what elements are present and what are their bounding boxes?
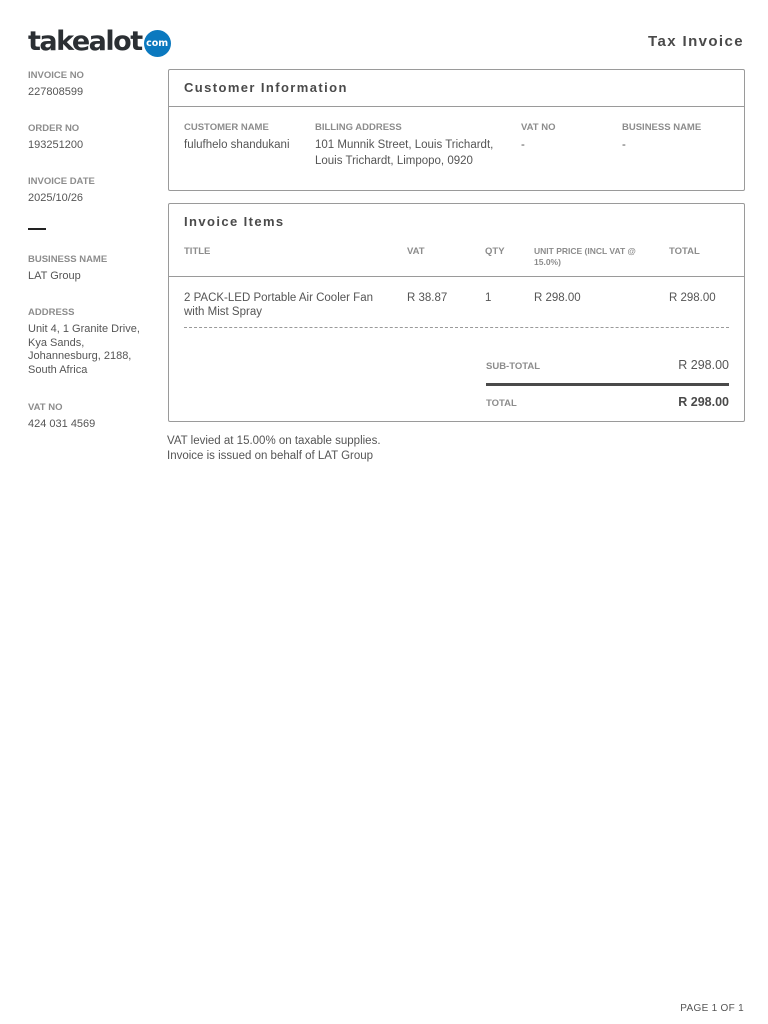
issued-on-behalf-note: Invoice is issued on behalf of LAT Group bbox=[167, 450, 374, 462]
business-name-value: LAT Group bbox=[28, 270, 81, 282]
billing-address-line: 101 Munnik Street, Louis Trichardt, bbox=[315, 139, 494, 151]
business-name-label: BUSINESS NAME bbox=[28, 254, 108, 265]
logo-wordmark: takealot bbox=[28, 26, 142, 57]
customer-business-name-label: BUSINESS NAME bbox=[622, 122, 702, 133]
total-value: R 298.00 bbox=[678, 395, 729, 409]
address-line: South Africa bbox=[28, 363, 88, 376]
vat-note: VAT levied at 15.00% on taxable supplies. bbox=[167, 435, 381, 447]
address-line: Kya Sands, bbox=[28, 336, 85, 349]
takealot-logo bbox=[28, 27, 171, 57]
unit-price-header-line: 15.0%) bbox=[534, 257, 561, 267]
vat-no-label: VAT NO bbox=[28, 402, 63, 413]
invoice-date-value: 2025/10/26 bbox=[28, 192, 84, 204]
subtotal-value: R 298.00 bbox=[678, 358, 729, 372]
item-title-line: with Mist Spray bbox=[184, 305, 262, 318]
address-line: Unit 4, 1 Granite Drive, bbox=[28, 323, 140, 335]
invoice-items-panel bbox=[168, 203, 745, 422]
subtotal-label: SUB-TOTAL bbox=[486, 361, 541, 372]
total-label: TOTAL bbox=[486, 398, 517, 409]
customer-vat-no-label: VAT NO bbox=[521, 122, 556, 133]
address-label: ADDRESS bbox=[28, 307, 75, 318]
order-no-field bbox=[28, 123, 158, 153]
address-line: Johannesburg, 2188, bbox=[28, 350, 132, 362]
customer-information-title: Customer Information bbox=[184, 80, 348, 95]
business-name-field bbox=[28, 254, 158, 284]
invoice-no-field bbox=[28, 70, 158, 100]
items-dashed-divider bbox=[184, 327, 729, 328]
order-no-label: ORDER NO bbox=[28, 123, 80, 134]
item-qty: 1 bbox=[485, 292, 492, 304]
item-title bbox=[184, 292, 394, 319]
logo-com-badge: com bbox=[144, 30, 171, 57]
billing-address-label: BILLING ADDRESS bbox=[315, 122, 402, 133]
customer-name-label: CUSTOMER NAME bbox=[184, 122, 269, 133]
column-header-qty: QTY bbox=[485, 246, 505, 257]
customer-name-value: fulufhelo shandukani bbox=[184, 139, 290, 151]
order-no-value: 193251200 bbox=[28, 139, 84, 151]
total-divider bbox=[486, 383, 729, 386]
customer-information-panel bbox=[168, 69, 745, 191]
invoice-items-title: Invoice Items bbox=[184, 214, 285, 229]
column-header-unit-price bbox=[534, 246, 636, 268]
invoice-no-label: INVOICE NO bbox=[28, 70, 84, 81]
column-header-title: TITLE bbox=[184, 246, 211, 257]
items-header-divider bbox=[169, 276, 744, 277]
customer-vat-no-value: - bbox=[521, 139, 525, 151]
document-title: Tax Invoice bbox=[648, 33, 744, 50]
invoice-date-label: INVOICE DATE bbox=[28, 176, 95, 187]
address-field bbox=[28, 307, 158, 377]
vat-no-value: 424 031 4569 bbox=[28, 418, 96, 430]
column-header-vat: VAT bbox=[407, 246, 425, 257]
section-divider bbox=[28, 228, 46, 230]
page-indicator: PAGE 1 OF 1 bbox=[680, 1003, 744, 1014]
invoice-notes bbox=[167, 434, 381, 464]
invoice-date-field bbox=[28, 176, 158, 206]
item-unit-price: R 298.00 bbox=[534, 292, 581, 304]
unit-price-header-line: UNIT PRICE (INCL VAT @ bbox=[534, 246, 636, 256]
customer-information-header bbox=[169, 70, 744, 107]
invoice-no-value: 227808599 bbox=[28, 86, 84, 98]
item-total: R 298.00 bbox=[669, 292, 716, 304]
vat-no-field bbox=[28, 402, 158, 432]
customer-business-name-value: - bbox=[622, 139, 626, 151]
item-vat: R 38.87 bbox=[407, 292, 448, 304]
billing-address-value bbox=[315, 137, 493, 169]
item-title-line: 2 PACK-LED Portable Air Cooler Fan bbox=[184, 292, 373, 304]
billing-address-line: Louis Trichardt, Limpopo, 0920 bbox=[315, 155, 473, 167]
address-value bbox=[28, 323, 158, 377]
column-header-total: TOTAL bbox=[669, 246, 700, 257]
